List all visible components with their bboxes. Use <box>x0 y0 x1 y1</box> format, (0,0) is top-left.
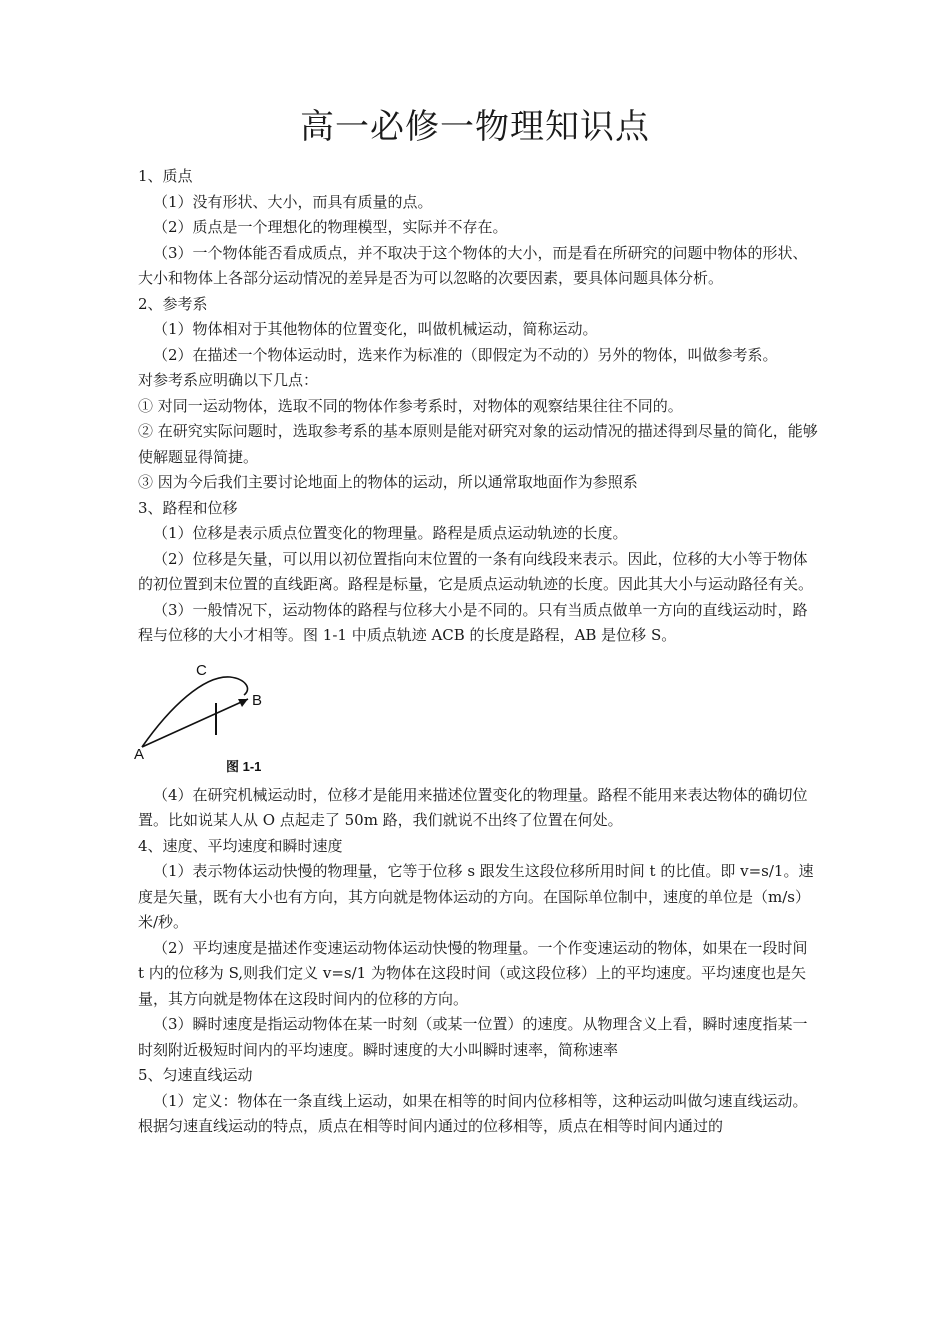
paragraph: （4）在研究机械运动时，位移才是能用来描述位置变化的物理量。路程不能用来表达物体的确切位置。比如说某人从 O 点起走了 50m 路，我们就说不出终了位置在何处。 <box>138 785 808 829</box>
list-item: ② 在研究实际问题时，选取参考系的基本原则是能对研究对象的运动情况的描述得到尽量的简化，能够使解题显得简捷。 <box>138 422 818 466</box>
document-title: 高一必修一物理知识点 <box>300 107 650 147</box>
section-heading-reference-frame: 2、参考系 <box>138 294 208 313</box>
paragraph: 根据匀速直线运动的特点，质点在相等时间内通过的位移相等，质点在相等时间内通过的 <box>138 1117 724 1135</box>
list-item: ① 对同一运动物体，选取不同的物体作参考系时，对物体的观察结果往往不同的。 <box>138 396 683 415</box>
paragraph: （2）在描述一个物体运动时，选来作为标准的（即假定为不动的）另外的物体，叫做参考系。 <box>153 345 778 364</box>
list-item: ③ 因为今后我们主要讨论地面上的物体的运动，所以通常取地面作为参照系 <box>138 473 638 491</box>
paragraph: （1）没有形状、大小，而具有质量的点。 <box>153 192 433 211</box>
paragraph: （2）质点是一个理想化的物理模型，实际并不存在。 <box>153 218 508 236</box>
paragraph: （3）一般情况下，运动物体的路程与位移大小是不同的。只有当质点做单一方向的直线运动时，路程与位移的大小才相等。图 1-1 中质点轨迹 ACB 的长度是路程，AB 是位移 S。 <box>138 600 808 644</box>
paragraph: （2）位移是矢量，可以用以初位置指向末位置的一条有向线段来表示。因此，位移的大小等于物体的初位置到末位置的直线距离。路程是标量，它是质点运动轨迹的长度。因此其大小与运动路径有关。 <box>138 549 814 593</box>
section-heading-particle: 1、质点 <box>138 167 193 185</box>
paragraph: （2）平均速度是描述作变速运动物体运动快慢的物理量。一个作变速运动的物体，如果在一段时间 t 内的位移为 S,则我们定义 v=s/1 为物体在这段时间（或这段位移）上的平均速度。平均速度也是矢量，其方向就是物体在这段时间内的位移的方向。 <box>138 938 808 1008</box>
section-heading-uniform-motion: 5、匀速直线运动 <box>138 1066 253 1084</box>
document-body <box>134 164 818 1140</box>
paragraph: （3）一个物体能否看成质点，并不取决于这个物体的大小，而是看在所研究的问题中物体的形状、大小和物体上各部分运动情况的差异是否为可以忽略的次要因素，要具体问题具体分析。 <box>138 243 808 287</box>
figure-caption: 图 1-1 <box>226 758 262 774</box>
section-heading-velocity: 4、速度、平均速度和瞬时速度 <box>138 836 343 855</box>
displacement-line-ab <box>142 699 248 747</box>
label-b: B <box>252 691 263 709</box>
displacement-diagram <box>134 655 294 775</box>
paragraph: 对参考系应明确以下几点： <box>138 371 319 389</box>
paragraph: （1）位移是表示质点位置变化的物理量。路程是质点运动轨迹的长度。 <box>153 524 628 542</box>
figure-1-1 <box>134 655 818 779</box>
label-c: C <box>196 661 207 679</box>
paragraph: （3）瞬时速度是指运动物体在某一时刻（或某一位置）的速度。从物理含义上看，瞬时速度指某一时刻附近极短时间内的平均速度。瞬时速度的大小叫瞬时速率，简称速率 <box>138 1015 808 1059</box>
section-heading-path-displacement: 3、路程和位移 <box>138 498 238 517</box>
label-a: A <box>134 745 145 763</box>
paragraph: （1）物体相对于其他物体的位置变化，叫做机械运动，简称运动。 <box>153 320 598 338</box>
paragraph: （1）表示物体运动快慢的物理量，它等于位移 s 跟发生这段位移所用时间 t 的比值。即 v=s/1。速度是矢量，既有大小也有方向，其方向就是物体运动的方向。在国际单位制中，速度的单位是（m/s）米/秒。 <box>138 862 814 931</box>
paragraph: （1）定义：物体在一条直线上运动，如果在相等的时间内位移相等，这种运动叫做匀速直线运动。 <box>153 1091 808 1110</box>
trajectory-curve-acb <box>142 676 248 746</box>
